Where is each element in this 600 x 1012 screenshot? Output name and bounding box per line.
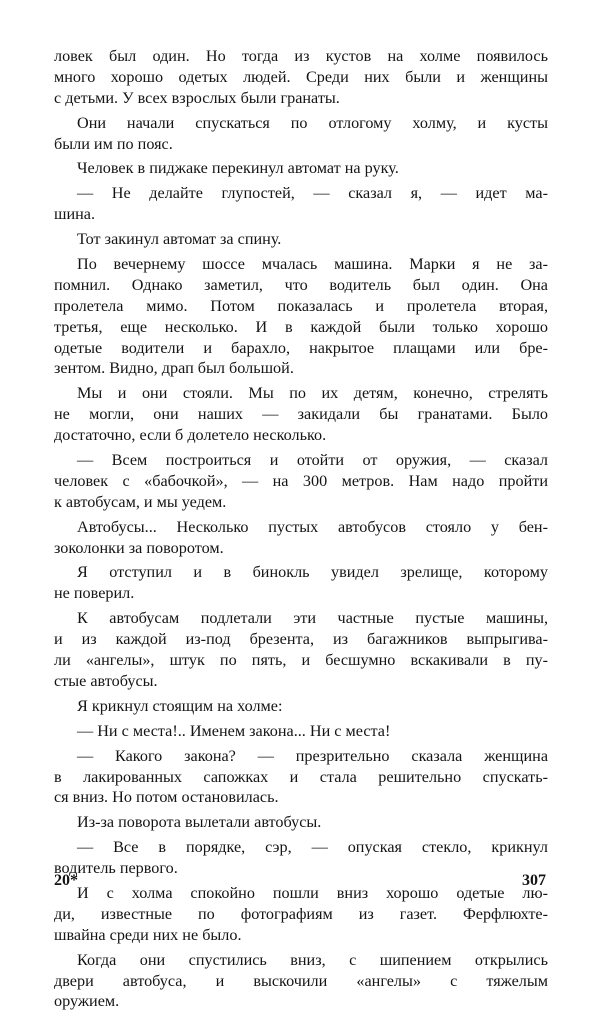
text-line: ли «ангелы», штук по пять, и бесшумно вскакивали в пу- xyxy=(54,651,548,670)
text-line: Человек в пиджаке перекинул автомат на руку. xyxy=(77,159,399,178)
text-line: третья, еще несколько. И в каждой были только хорошо xyxy=(54,317,548,336)
text-line: помнил. Однако заметил, что водитель был один. Она xyxy=(54,275,548,294)
paragraph xyxy=(54,383,548,446)
text-line: Я отступил и в бинокль увидел зрелище, которому xyxy=(77,563,548,582)
text-line: ловек был один. Но тогда из кустов на холме появилось xyxy=(54,47,548,65)
text-line: водитель первого. xyxy=(54,859,178,878)
paragraph xyxy=(54,696,548,717)
text-line: много хорошо одетых людей. Среди них были и женщины xyxy=(54,67,548,86)
text-line: — Все в порядке, сэр, — опуская стекло, крикнул xyxy=(77,838,548,857)
text-line: и из каждой из-под брезента, из багажников выпрыгива- xyxy=(54,630,548,649)
text-line: человек с «бабочкой», — на 300 метров. Нам надо пройти xyxy=(54,471,548,490)
text-line: Они начали спускаться по отлогому холму, и кусты xyxy=(77,113,548,132)
text-line: пролетела мимо. Потом показалась и пролетела вторая, xyxy=(54,296,548,315)
page-number: 307 xyxy=(522,872,546,889)
paragraph xyxy=(54,254,548,379)
text-line: ся вниз. Но потом остановилась. xyxy=(54,788,279,807)
page-footer xyxy=(54,872,548,892)
text-line: — Какого закона? — презрительно сказала женщина xyxy=(77,746,548,765)
text-line: Я крикнул стоящим на холме: xyxy=(77,696,283,715)
text-line: были им по пояс. xyxy=(54,134,173,153)
text-line: — Не делайте глупостей, — сказал я, — идет ма- xyxy=(77,184,548,203)
text-line: Когда они спустились вниз, с шипением открылись xyxy=(77,950,548,969)
text-line: К автобусам подлетали эти частные пустые машины, xyxy=(77,609,548,628)
text-line: зоколонки за поворотом. xyxy=(54,538,224,557)
text-line: двери автобуса, и выскочили «ангелы» с тяжелым xyxy=(54,971,548,990)
text-line: ди, известные по фотографиям из газет. Ферфлюхте- xyxy=(54,904,548,923)
text-line: зентом. Видно, драп был большой. xyxy=(54,359,294,378)
text-line: И с холма спокойно пошли вниз хорошо одетые лю- xyxy=(77,883,548,902)
paragraph xyxy=(54,746,548,809)
text-line: в лакированных сапожках и стала решительно спускать- xyxy=(54,767,548,786)
paragraph xyxy=(54,158,548,179)
text-line: шина. xyxy=(54,205,96,224)
text-line: Мы и они стояли. Мы по их детям, конечно, стрелять xyxy=(77,384,548,403)
text-line: — Всем построиться и отойти от оружия, — сказал xyxy=(77,451,548,470)
text-line: Автобусы... Несколько пустых автобусов стояло у бен- xyxy=(77,517,548,536)
paragraph xyxy=(54,562,548,604)
paragraph xyxy=(54,183,548,225)
text-line: к автобусам, и мы уедем. xyxy=(54,492,227,511)
text-line: стые автобусы. xyxy=(54,671,158,690)
paragraph xyxy=(54,450,548,513)
paragraph xyxy=(54,883,548,946)
text-line: Из-за поворота вылетали автобусы. xyxy=(77,813,322,832)
text-line: не поверил. xyxy=(54,584,135,603)
text-line: швайна среди них не было. xyxy=(54,925,242,944)
paragraph xyxy=(54,950,548,1012)
page-body xyxy=(54,46,548,1012)
paragraph xyxy=(54,229,548,250)
text-line: оружием. xyxy=(54,992,120,1011)
text-line: По вечернему шоссе мчалась машина. Марки я не за- xyxy=(77,255,548,274)
text-line: одетые водители и барахло, накрытое плащами или бре- xyxy=(54,338,548,357)
paragraph xyxy=(54,113,548,155)
printer-signature-mark: 20* xyxy=(54,872,78,889)
paragraph xyxy=(54,721,548,742)
text-line: — Ни с места!.. Именем закона... Ни с места! xyxy=(77,721,391,740)
text-line: не могли, они наших — закидали бы гранатами. Было xyxy=(54,405,548,424)
paragraph xyxy=(54,517,548,559)
paragraph xyxy=(54,608,548,692)
text-line: с детьми. У всех взрослых были гранаты. xyxy=(54,88,340,107)
paragraph xyxy=(54,46,548,109)
text-line: Тот закинул автомат за спину. xyxy=(77,230,282,249)
paragraph xyxy=(54,812,548,833)
text-line: достаточно, если б долетело несколько. xyxy=(54,426,327,445)
